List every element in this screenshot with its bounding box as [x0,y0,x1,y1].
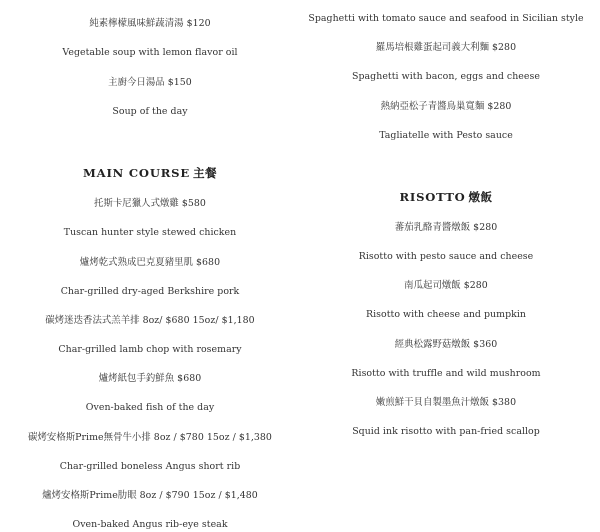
menu-item-english: Risotto with truffle and wild mushroom [351,368,541,379]
main-course-title-en: MAIN COURSE [83,166,190,180]
menu-item-chinese: 嫩煎鮮干貝自製墨魚汁燉飯 $380 [375,397,517,408]
menu-item-chinese: 經典松露野菇燉飯 $360 [394,339,498,350]
menu-item-chinese: 托斯卡尼獵人式燉雞 $580 [94,198,206,209]
risotto-heading [296,190,596,204]
menu-item-english: Risotto with cheese and pumpkin [365,309,526,320]
menu-item-english: Vegetable soup with lemon flavor oil [62,47,238,58]
menu-item-chinese: 碳烤安格斯Prime無骨牛小排 8oz / $780 15oz / $1,380 [28,432,272,443]
menu-item-chinese: 蕃茄乳酪青醬燉飯 $280 [394,222,498,233]
main-course-heading [0,166,300,180]
menu-item-chinese: 南瓜起司燉飯 $280 [404,280,488,291]
menu-item-chinese: 羅馬培根雞蛋起司義大利麵 $280 [375,42,517,53]
menu-item-english: Oven-baked fish of the day [85,402,215,413]
menu-item-chinese: 爐烤紙包手釣鮮魚 $680 [98,373,202,384]
menu-item-english: Char-grilled lamb chop with rosemary [58,344,242,355]
menu-item-chinese: 純素檸檬風味鮮蔬清湯 $120 [89,18,211,29]
risotto-title-zh: 燉飯 [468,190,493,204]
menu-item-english: Tuscan hunter style stewed chicken [63,227,237,238]
menu-item-english: Spaghetti with bacon, eggs and cheese [352,71,540,82]
menu-item-chinese: 爐烤乾式熟成巴克夏豬里肌 $680 [79,257,221,268]
menu-item-english: Tagliatelle with Pesto sauce [379,130,513,141]
menu-item-english: Spaghetti with tomato sauce and seafood in Sicilian style [308,13,584,24]
menu-item-english: Oven-baked Angus rib-eye steak [72,519,228,530]
menu-item-english: Char-grilled boneless Angus short rib [59,461,241,472]
menu-item-english: Risotto with pesto sauce and cheese [358,251,534,262]
menu-item-english: Soup of the day [112,106,188,117]
menu-item-chinese: 主廚今日湯品 $150 [108,77,192,88]
menu-item-chinese: 熱納亞松子青醬鳥巢寬麵 $280 [380,101,512,112]
menu-item-english: Squid ink risotto with pan-fried scallop [352,426,540,437]
risotto-title-en: RISOTTO [399,190,466,204]
main-course-title-zh: 主餐 [192,166,217,180]
menu-item-english: Char-grilled dry-aged Berkshire pork [60,286,240,297]
menu-item-chinese: 碳烤迷迭香法式羔羊排 8oz/ $680 15oz/ $1,180 [45,315,255,326]
menu-item-chinese: 爐烤安格斯Prime肋眼 8oz / $790 15oz / $1,480 [42,490,258,501]
